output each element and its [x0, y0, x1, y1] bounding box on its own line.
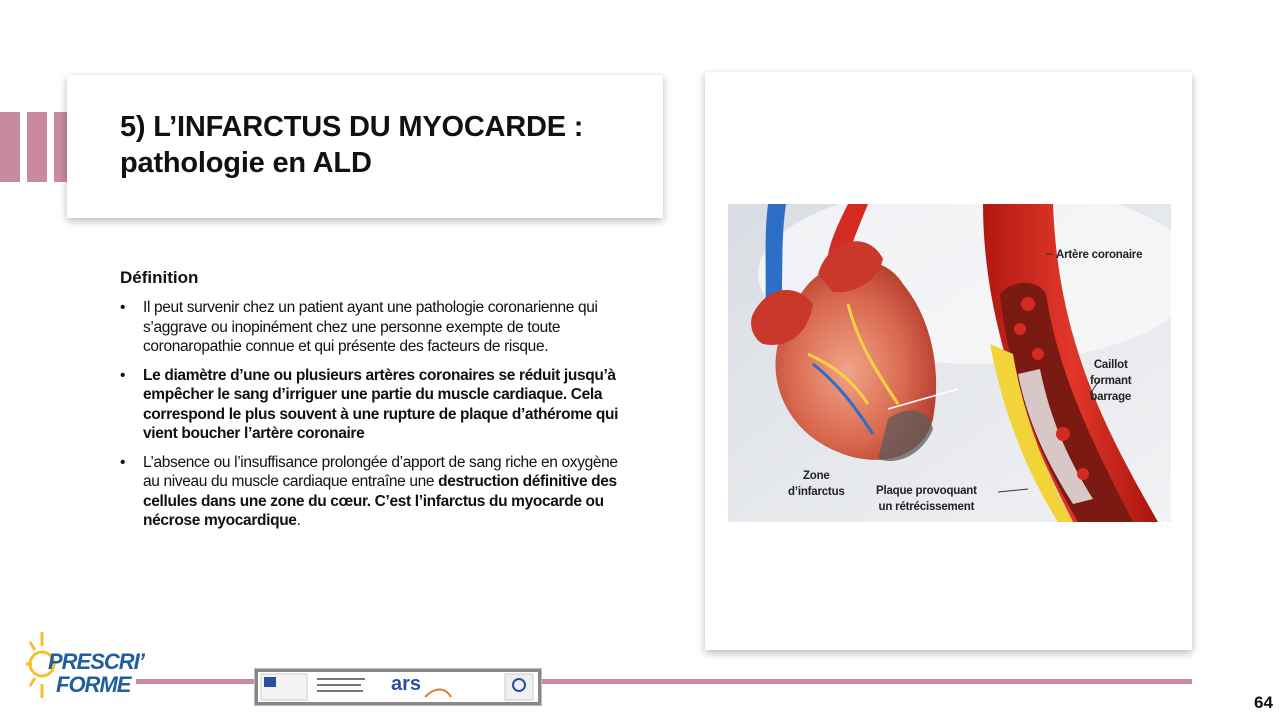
bullet-text-bold: destruction définitive des cellules dans une zone du cœur. C’est l’infarctus du myocarde ou nécrose myocardique — [143, 473, 617, 529]
bullet-text: Il peut survenir chez un patient ayant une pathologie coronarienne qui s’aggrave ou inopinément chez une personne exempte de toute coronaropathie connue et qui présente des facteurs de risque. — [143, 299, 598, 355]
bullet-item — [120, 298, 630, 357]
label-infarct-zone-line-1: Zone — [802, 470, 830, 482]
heart-artery-illustration — [728, 204, 1171, 522]
label-plaque — [876, 483, 977, 515]
decorative-bar-1 — [0, 112, 20, 182]
bullet-item — [120, 453, 630, 531]
bullet-item — [120, 366, 630, 444]
slide-title-line-2: pathologie en ALD — [120, 147, 372, 179]
illustration-card — [705, 72, 1192, 650]
label-clot-line-1: Caillot — [1093, 359, 1128, 371]
bullet-text: . — [296, 512, 301, 529]
label-clot-line-2: formant — [1090, 375, 1132, 387]
decorative-bar-3 — [54, 112, 67, 182]
title-card — [67, 75, 663, 218]
definition-bullet-list — [120, 298, 630, 531]
partner-logos-strip — [254, 668, 542, 706]
page-number: 64 — [1254, 693, 1273, 712]
bullet-text: L’absence ou l’insuffisance prolongée d’apport de sang riche en oxygène au niveau du muscle cardiaque entraîne une — [143, 453, 618, 490]
label-infarct-zone — [788, 468, 845, 500]
label-infarct-zone-line-2: d’infarctus — [788, 486, 845, 498]
logo-text-line-1: PRESCRI’ — [48, 649, 144, 674]
prescriforme-logo — [22, 628, 142, 704]
decorative-bar-2 — [27, 112, 47, 182]
slide-title — [120, 109, 583, 181]
logo-text-line-2: FORME — [56, 672, 131, 697]
label-clot — [1090, 357, 1131, 405]
label-clot-line-3: barrage — [1090, 391, 1132, 403]
definition-section — [120, 268, 630, 540]
bullet-text-bold: Le diamètre d’une ou plusieurs artères coronaires se réduit jusqu’à empêcher le sang d’irriguer une partie du muscle cardiaque. Cela correspond le plus souvent à une rupture de plaque d’athérome qui vient boucher l’artère coronaire — [143, 366, 619, 442]
label-artery: Artère coronaire — [1056, 249, 1143, 261]
label-plaque-line-1: Plaque provoquant — [876, 485, 977, 497]
label-plaque-line-2: un rétrécissement — [878, 501, 975, 513]
slide-title-line-1: 5) L’INFARCTUS DU MYOCARDE : — [120, 111, 584, 143]
definition-heading: Définition — [120, 268, 199, 287]
ars-logo-text: ars — [391, 673, 422, 695]
